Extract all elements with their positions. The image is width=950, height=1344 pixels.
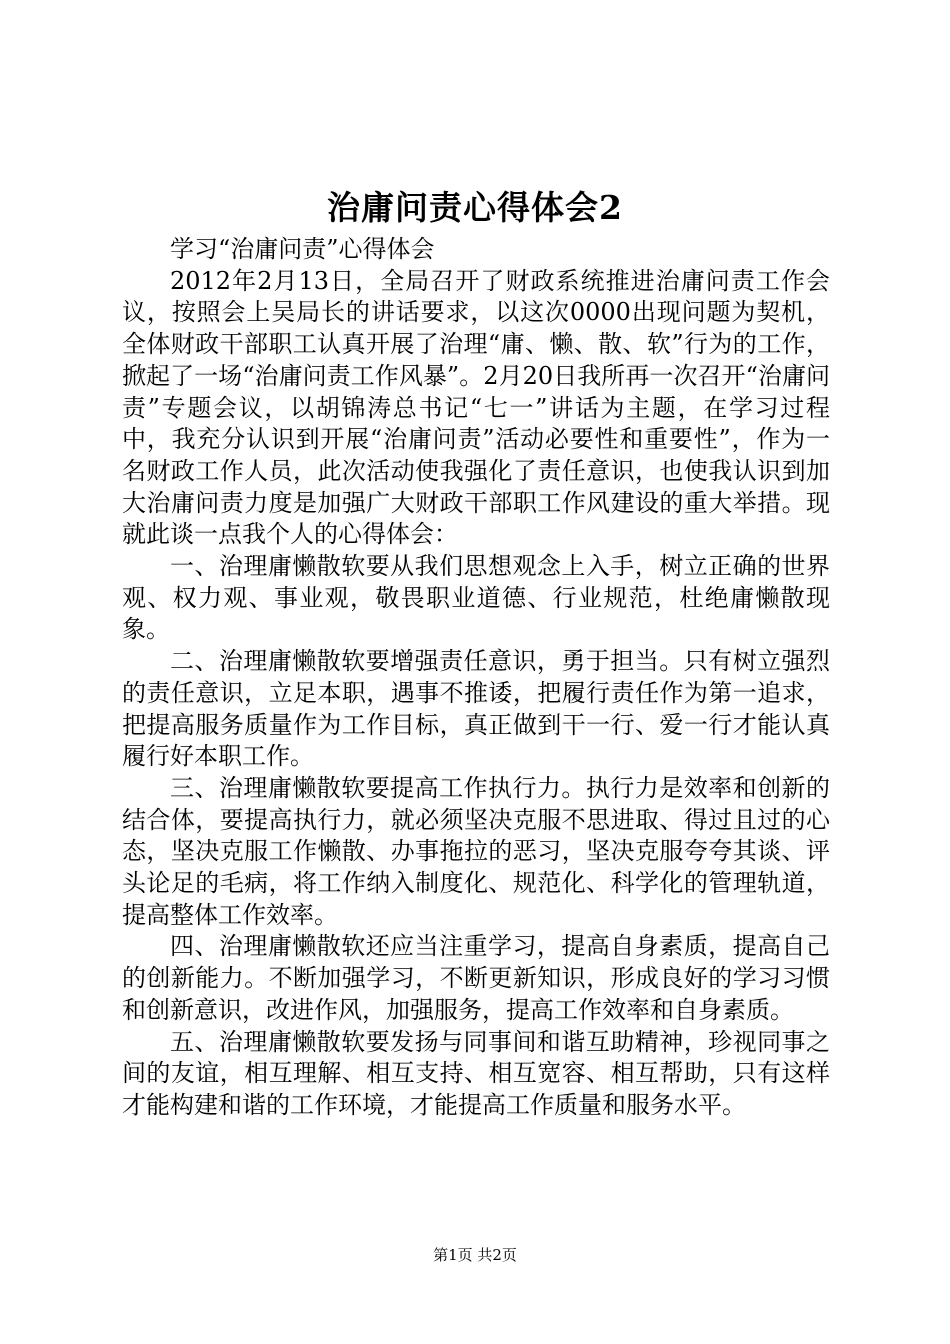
paragraph-point-1: 一、治理庸懒散软要从我们思想观念上入手，树立正确的世界观、权力观、事业观，敬畏职业道德、行业规范，杜绝庸懒散现象。: [122, 552, 830, 644]
document-body: [122, 234, 830, 1122]
document-title: 治庸问责心得体会2: [327, 188, 623, 227]
paragraph-point-4: 四、治理庸懒散软还应当注重学习，提高自身素质，提高自己的创新能力。不断加强学习，不断更新知识，形成良好的学习习惯和创新意识，改进作风，加强服务，提高工作效率和自身素质。: [122, 932, 830, 1024]
paragraph-subtitle: 学习“治庸问责”心得体会: [170, 235, 435, 263]
paragraph-point-5: 五、治理庸懒散软要发扬与同事间和谐互助精神，珍视同事之间的友谊，相互理解、相互支持、相互宽容、相互帮助，只有这样才能构建和谐的工作环境，才能提高工作质量和服务水平。: [122, 1027, 830, 1119]
paragraph-intro: 2012年2月13日，全局召开了财政系统推进治庸问责工作会议，按照会上吴局长的讲话要求，以这次0000出现问题为契机，全体财政干部职工认真开展了治理“庸、懒、散、软”行为的工作，掀起了一场“治庸问责工作风暴”。2月20日我所再一次召开“治庸问责”专题会议，以胡锦涛总书记“七一”讲话为主题，在学习过程中，我充分认识到开展“治庸问责”活动必要性和重要性”，作为一名财政工作人员，此次活动使我强化了责任意识，也使我认识到加大治庸问责力度是加强广大财政干部职工作风建设的重大举措。现就此谈一点我个人的心得体会：: [122, 266, 830, 549]
paragraph-point-3: 三、治理庸懒散软要提高工作执行力。执行力是效率和创新的结合体，要提高执行力，就必须坚决克服不思进取、得过且过的心态，坚决克服工作懒散、办事拖拉的恶习，坚决克服夸夸其谈、评头论足的毛病，将工作纳入制度化、规范化、科学化的管理轨道，提高整体工作效率。: [122, 773, 830, 929]
paragraph-point-2: 二、治理庸懒散软要增强责任意识，勇于担当。只有树立强烈的责任意识，立足本职，遇事不推诿，把履行责任作为第一追求，把提高服务质量作为工作目标，真正做到干一行、爱一行才能认真履行好本职工作。: [122, 647, 830, 771]
page-footer: 第1页 共2页: [433, 1246, 517, 1264]
